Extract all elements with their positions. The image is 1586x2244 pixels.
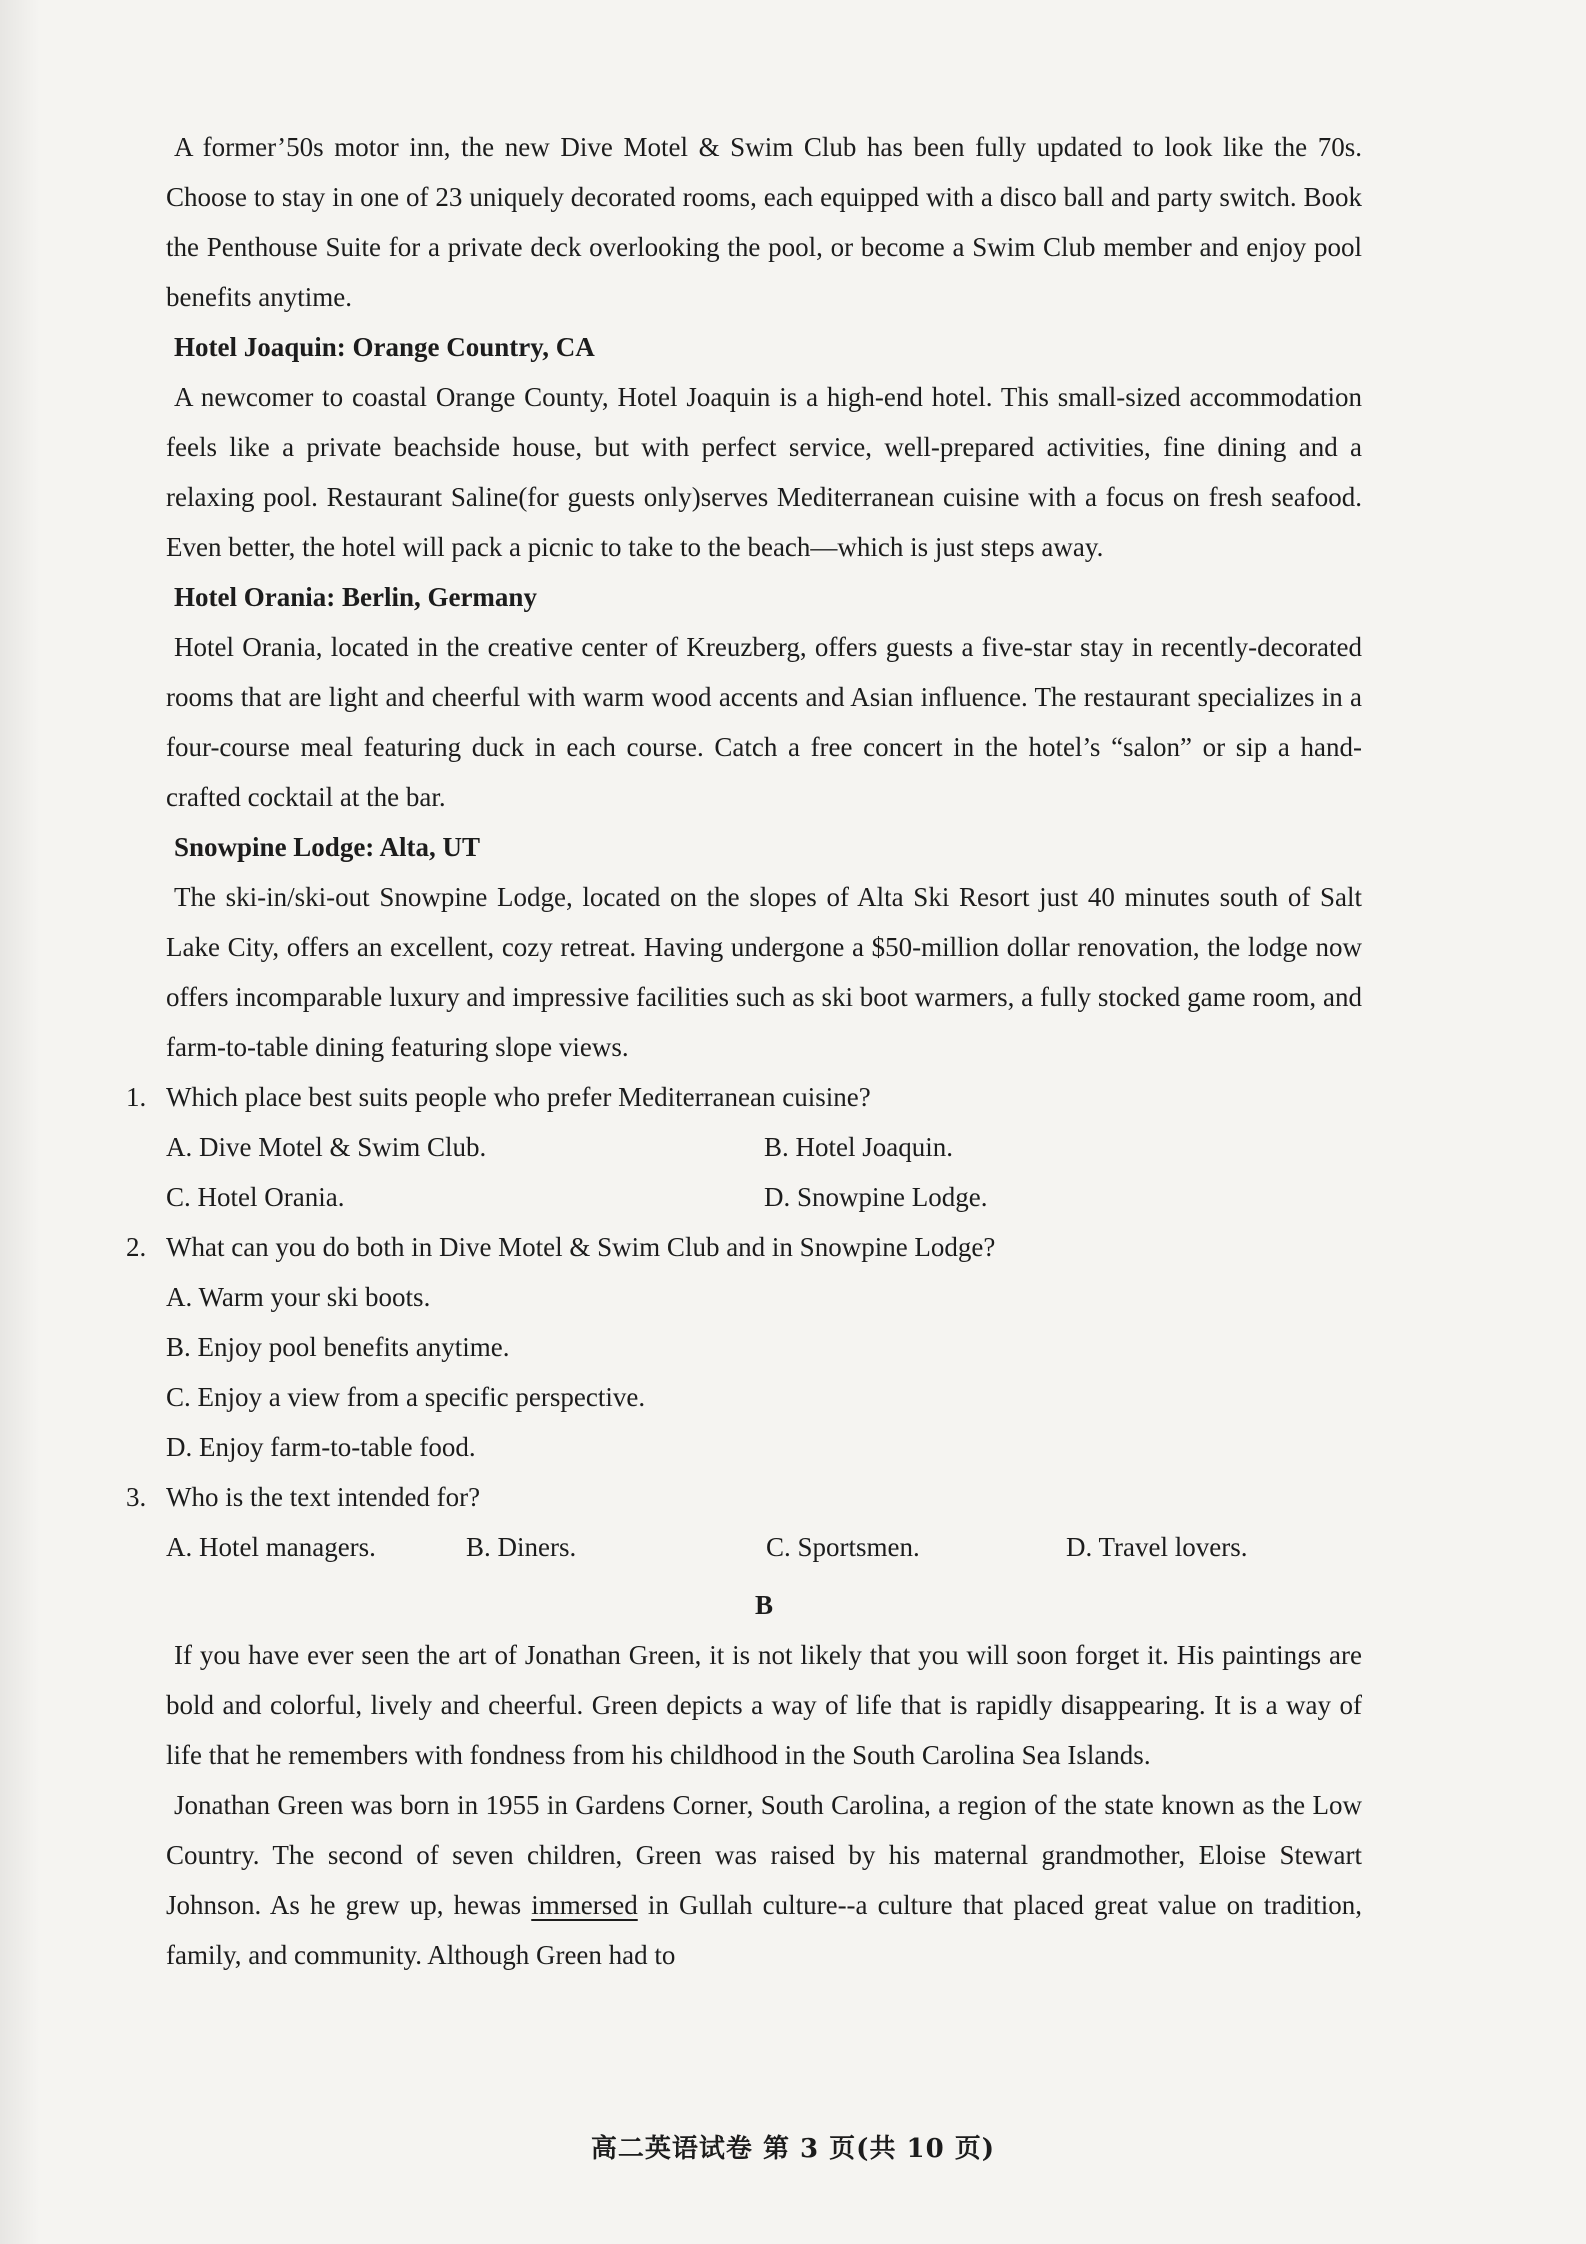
question-1-options-row-1 [166, 1122, 1362, 1172]
hotel-orania-heading: Hotel Orania: Berlin, Germany [174, 582, 537, 612]
question-2-option-d: D. Enjoy farm-to-table food. [166, 1432, 476, 1462]
question-1-option-a: A. Dive Motel & Swim Club. [166, 1132, 487, 1162]
passage-b-paragraph-2 [166, 1780, 1362, 1980]
section-b-label: B [754, 1590, 773, 1620]
page-footer: 高二英语试卷 第 3 页(共 10 页) [590, 2134, 996, 2164]
question-1-number: 1. [126, 1082, 147, 1112]
dive-motel-paragraph: A former’50s motor inn, the new Dive Motel & Swim Club has been fully updated to look like the 70s. Choose to stay in one of 23 uniquely decorated rooms, each equipped with a disco ball and party switch. Book the Penthouse Suite for a private deck overlooking the pool, or become a Swim Club member and enjoy pool benefits anytime. [166, 132, 1362, 312]
question-3-stem: Who is the text intended for? [166, 1482, 481, 1512]
question-1 [126, 1072, 1362, 1122]
passage-b-paragraph-2-start: Jonathan Green was born in 1955 in Gardens Corner, South Carolina, a region of the state known as the Low Country. The second of seven children, Green was raised by his maternal grandmother, Eloise Stewart Johnson. As he grew up, hewas [166, 1790, 1362, 1920]
question-3-number: 3. [126, 1482, 147, 1512]
question-3-option-d: D. Travel lovers. [1066, 1532, 1248, 1562]
question-3-option-b: B. Diners. [466, 1532, 577, 1562]
question-2-option-c: C. Enjoy a view from a specific perspective. [166, 1382, 646, 1412]
passage-b-paragraph-1: If you have ever seen the art of Jonathan Green, it is not likely that you will soon forget it. His paintings are bold and colorful, lively and cheerful. Green depicts a way of life that is rapidly disappearing. It is a way of life that he remembers with fondness from his childhood in the South Carolina Sea Islands. [166, 1640, 1362, 1770]
passage-b-paragraph-2-end: in Gullah culture--a culture that placed great value on tradition, family, and community. Although Green had to [166, 1890, 1363, 1970]
page-content [126, 122, 1363, 1980]
question-1-stem: Which place best suits people who prefer Mediterranean cuisine? [166, 1082, 871, 1112]
question-3-option-a: A. Hotel managers. [166, 1532, 376, 1562]
question-3-option-c: C. Sportsmen. [766, 1532, 920, 1562]
question-3-options [166, 1522, 1362, 1572]
hotel-orania-paragraph: Hotel Orania, located in the creative center of Kreuzberg, offers guests a five-star stay in recently-decorated rooms that are light and cheerful with warm wood accents and Asian influence. The restaurant specializes in a four-course meal featuring duck in each course. Catch a free concert in the hotel’s “salon” or sip a hand-crafted cocktail at the bar. [166, 632, 1362, 812]
question-2-option-b: B. Enjoy pool benefits anytime. [166, 1332, 510, 1362]
question-2 [126, 1222, 1362, 1272]
question-1-options-row-2 [166, 1172, 1362, 1222]
question-2-number: 2. [126, 1232, 147, 1262]
question-1-option-b: B. Hotel Joaquin. [764, 1132, 953, 1162]
question-2-option-a: A. Warm your ski boots. [166, 1282, 431, 1312]
question-1-option-d: D. Snowpine Lodge. [764, 1182, 988, 1212]
snowpine-lodge-heading: Snowpine Lodge: Alta, UT [174, 832, 481, 862]
question-2-stem: What can you do both in Dive Motel & Swim Club and in Snowpine Lodge? [166, 1232, 996, 1262]
snowpine-lodge-paragraph: The ski-in/ski-out Snowpine Lodge, located on the slopes of Alta Ski Resort just 40 minutes south of Salt Lake City, offers an excellent, cozy retreat. Having undergone a $50-million dollar renovation, the lodge now offers incomparable luxury and impressive facilities such as ski boot warmers, a fully stocked game room, and farm-to-table dining featuring slope views. [166, 882, 1362, 1062]
hotel-joaquin-heading: Hotel Joaquin: Orange Country, CA [174, 332, 595, 362]
question-1-option-c: C. Hotel Orania. [166, 1182, 345, 1212]
hotel-joaquin-paragraph: A newcomer to coastal Orange County, Hotel Joaquin is a high-end hotel. This small-sized accommodation feels like a private beachside house, but with perfect service, well-prepared activities, fine dining and a relaxing pool. Restaurant Saline(for guests only)serves Mediterranean cuisine with a focus on fresh seafood. Even better, the hotel will pack a picnic to take to the beach—which is just steps away. [166, 382, 1362, 562]
question-3 [126, 1472, 1362, 1522]
underlined-word-immersed: immersed [531, 1890, 638, 1920]
